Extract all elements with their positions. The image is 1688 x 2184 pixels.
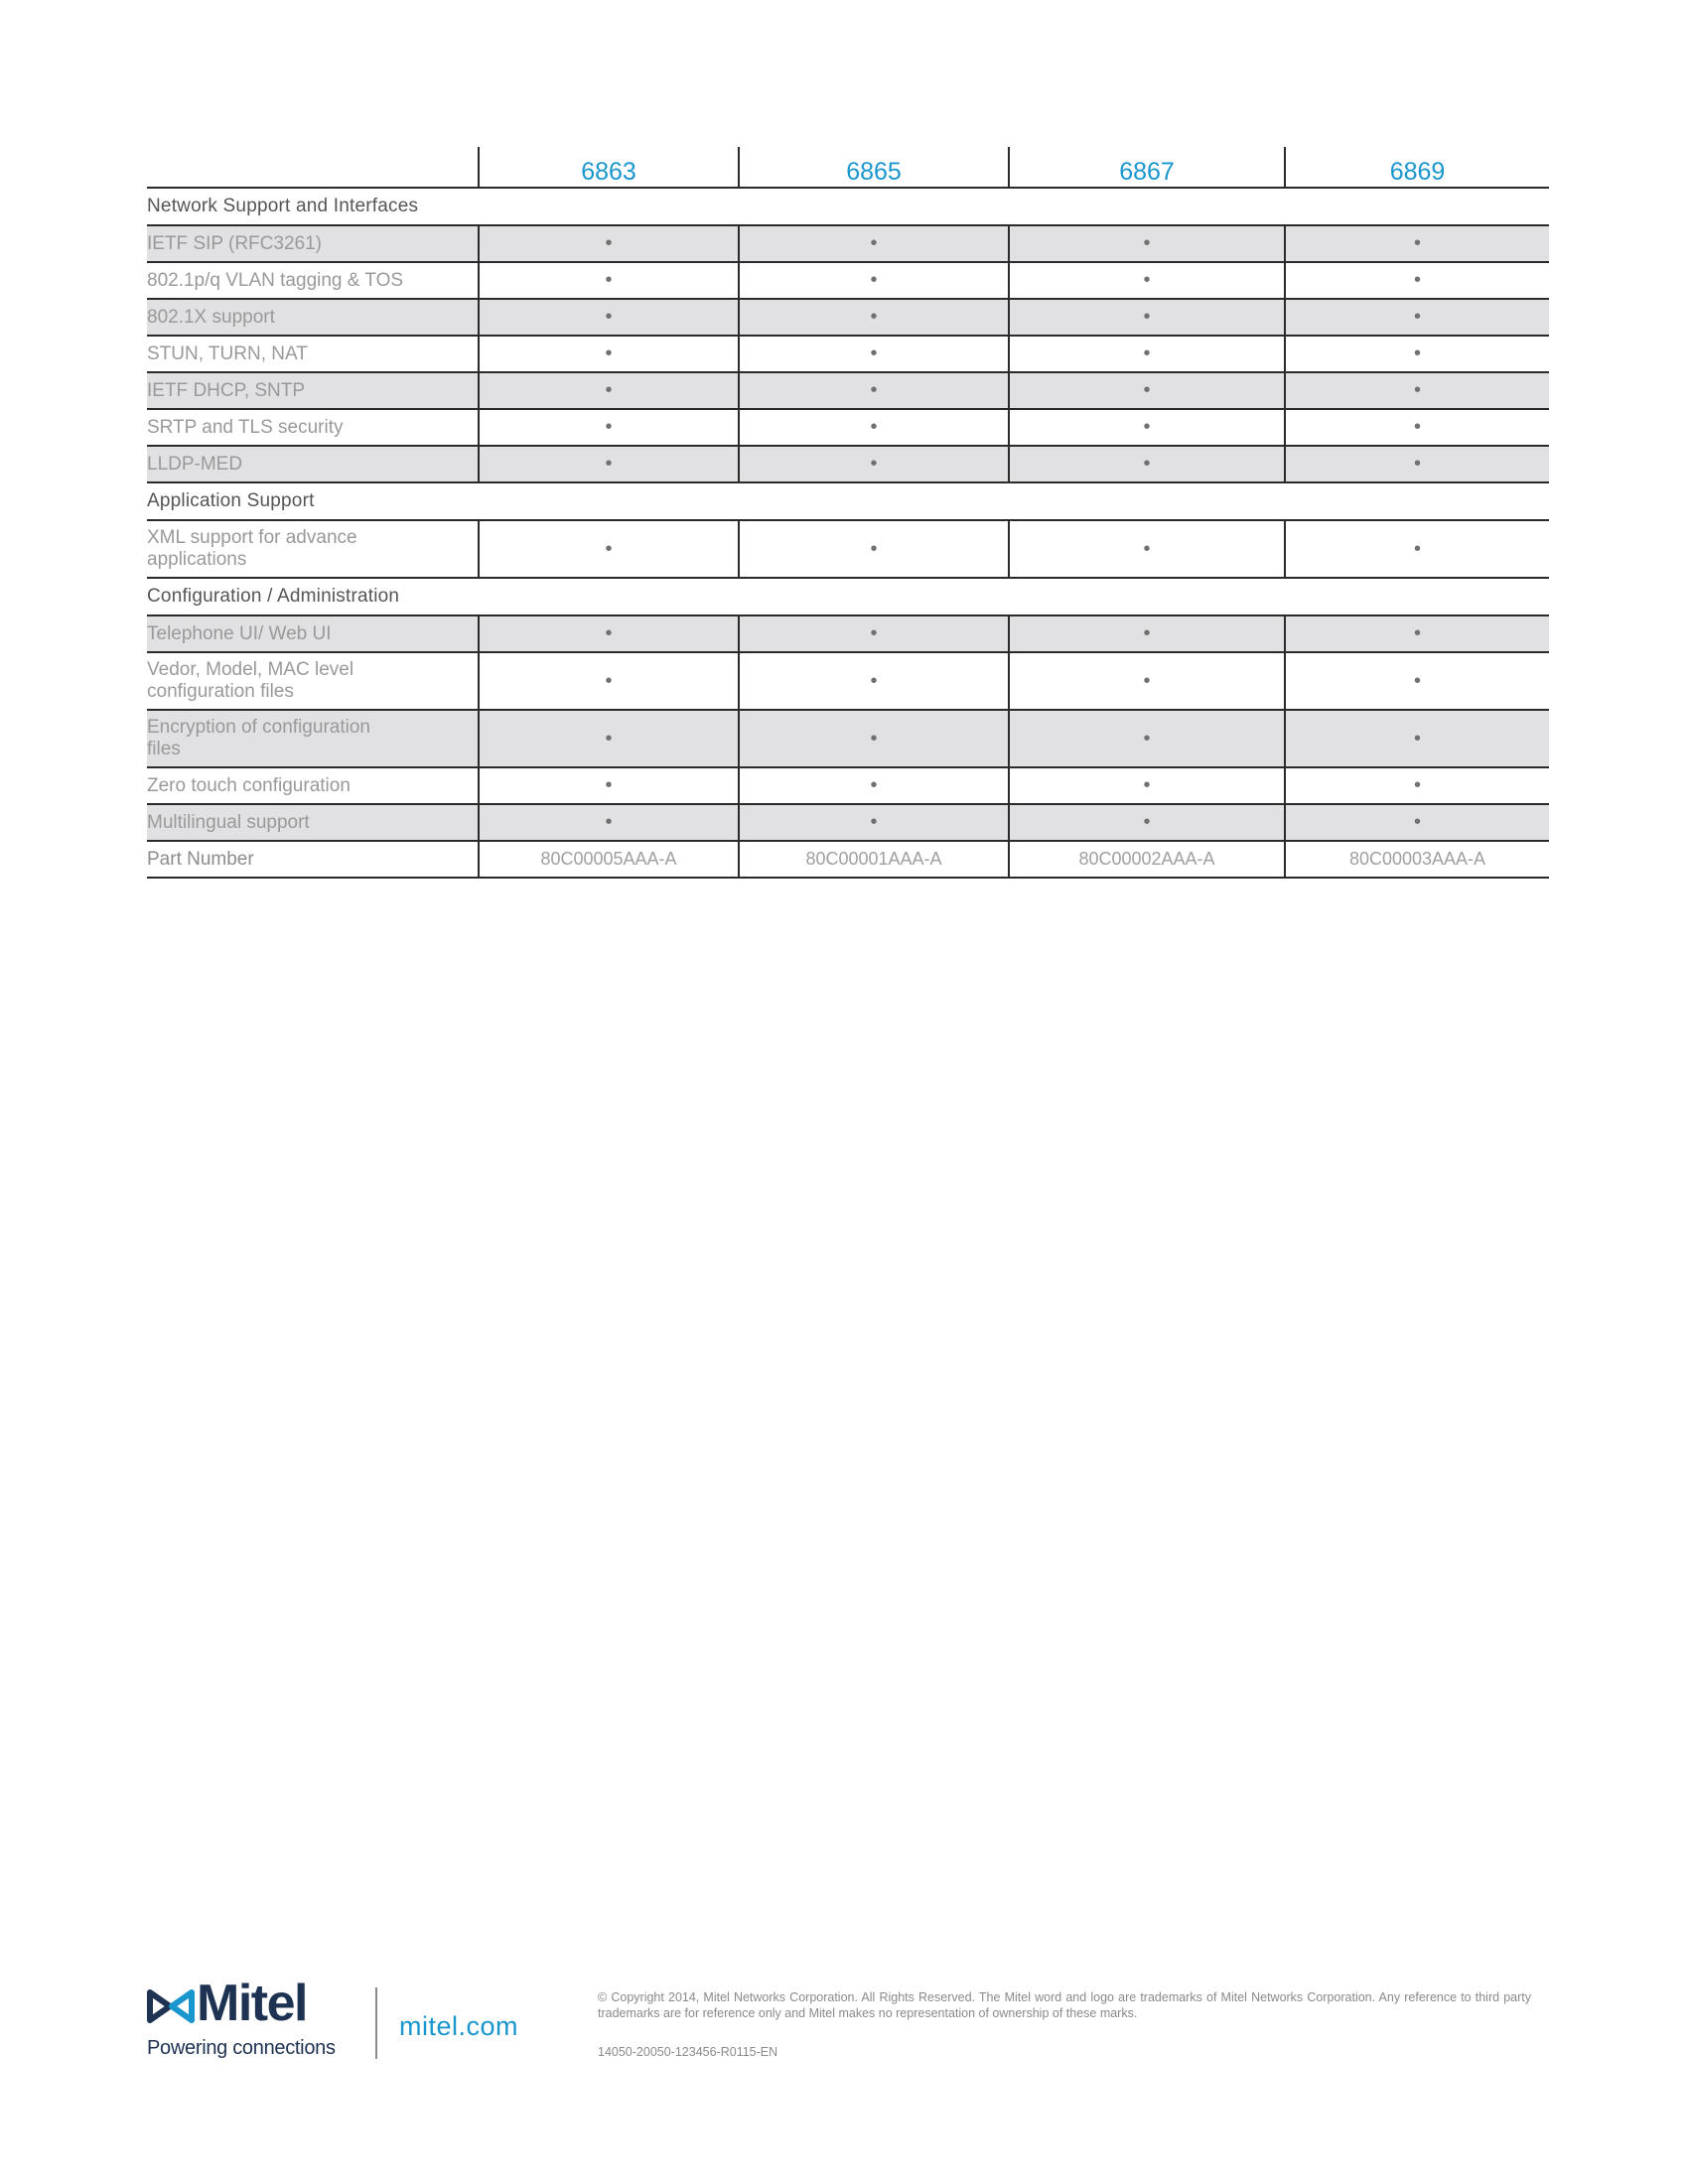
supported-dot: • <box>1413 453 1421 475</box>
support-cell <box>739 615 1009 652</box>
supported-dot: • <box>1143 622 1151 644</box>
part-number-text: 80C00005AAA-A <box>540 849 677 869</box>
part-number-row <box>147 841 1549 878</box>
feature-label: Part Number <box>147 841 479 878</box>
supported-dot: • <box>1413 342 1421 364</box>
support-cell <box>739 262 1009 299</box>
support-cell <box>1285 336 1549 372</box>
supported-dot: • <box>1143 416 1151 438</box>
supported-dot: • <box>1413 306 1421 328</box>
support-cell <box>1009 804 1285 841</box>
supported-dot: • <box>1143 537 1151 560</box>
support-cell <box>739 446 1009 482</box>
supported-dot: • <box>1413 622 1421 644</box>
support-cell <box>479 804 739 841</box>
support-cell <box>1285 710 1549 767</box>
support-cell <box>479 262 739 299</box>
supported-dot: • <box>605 669 613 692</box>
supported-dot: • <box>605 537 613 560</box>
supported-dot: • <box>870 774 878 796</box>
supported-dot: • <box>870 306 878 328</box>
supported-dot: • <box>605 774 613 796</box>
section-title: Application Support <box>147 482 1549 520</box>
support-cell <box>1009 520 1285 578</box>
supported-dot: • <box>870 453 878 475</box>
supported-dot: • <box>1143 379 1151 401</box>
footer-website-link[interactable]: mitel.com <box>399 2011 519 2041</box>
feature-row <box>147 804 1549 841</box>
support-cell <box>1009 652 1285 710</box>
support-cell <box>1009 409 1285 446</box>
support-cell <box>1009 336 1285 372</box>
supported-dot: • <box>605 342 613 364</box>
support-cell <box>1009 615 1285 652</box>
part-number-text: 80C00002AAA-A <box>1078 849 1215 869</box>
feature-label: Encryption of configuration files <box>147 710 479 767</box>
support-cell <box>739 299 1009 336</box>
support-cell <box>1285 262 1549 299</box>
supported-dot: • <box>870 537 878 560</box>
footer-divider <box>375 1987 377 2059</box>
support-cell <box>1285 446 1549 482</box>
part-number-value <box>1009 841 1285 878</box>
feature-row <box>147 652 1549 710</box>
part-number-value <box>739 841 1009 878</box>
support-cell <box>479 299 739 336</box>
feature-label: STUN, TURN, NAT <box>147 336 479 372</box>
supported-dot: • <box>1143 774 1151 796</box>
supported-dot: • <box>870 232 878 254</box>
support-cell <box>1285 767 1549 804</box>
supported-dot: • <box>605 232 613 254</box>
support-cell <box>1285 409 1549 446</box>
model-header-row <box>147 147 1549 188</box>
feature-row <box>147 225 1549 262</box>
feature-row <box>147 262 1549 299</box>
feature-row <box>147 446 1549 482</box>
support-cell <box>739 409 1009 446</box>
supported-dot: • <box>605 379 613 401</box>
support-cell <box>739 767 1009 804</box>
supported-dot: • <box>870 342 878 364</box>
support-cell <box>1285 372 1549 409</box>
supported-dot: • <box>605 453 613 475</box>
feature-label: LLDP-MED <box>147 446 479 482</box>
support-cell <box>739 804 1009 841</box>
model-header: 6863 <box>479 147 739 188</box>
support-cell <box>1009 372 1285 409</box>
support-cell <box>1285 615 1549 652</box>
section-header-row <box>147 578 1549 615</box>
support-cell <box>1009 225 1285 262</box>
support-cell <box>479 336 739 372</box>
header-corner-cell <box>147 147 479 188</box>
feature-label: SRTP and TLS security <box>147 409 479 446</box>
table-body <box>147 188 1549 878</box>
supported-dot: • <box>1143 453 1151 475</box>
feature-row <box>147 409 1549 446</box>
supported-dot: • <box>1143 269 1151 291</box>
supported-dot: • <box>870 669 878 692</box>
support-cell <box>739 710 1009 767</box>
support-cell <box>1285 299 1549 336</box>
model-header: 6865 <box>739 147 1009 188</box>
supported-dot: • <box>605 416 613 438</box>
supported-dot: • <box>605 727 613 750</box>
part-number-value <box>479 841 739 878</box>
support-cell <box>1285 804 1549 841</box>
logo-tagline: Powering connections <box>147 2037 336 2059</box>
supported-dot: • <box>605 269 613 291</box>
supported-dot: • <box>1413 379 1421 401</box>
feature-row <box>147 615 1549 652</box>
supported-dot: • <box>1143 669 1151 692</box>
supported-dot: • <box>605 622 613 644</box>
model-header: 6867 <box>1009 147 1285 188</box>
feature-row <box>147 372 1549 409</box>
part-number-value <box>1285 841 1549 878</box>
support-cell <box>739 336 1009 372</box>
footer-document-number: 14050-20050-123456-R0115-EN <box>598 2045 778 2059</box>
support-cell <box>739 652 1009 710</box>
feature-label: XML support for advance applications <box>147 520 479 578</box>
support-cell <box>1009 767 1285 804</box>
support-cell <box>1009 710 1285 767</box>
part-number-text: 80C00003AAA-A <box>1348 849 1486 869</box>
supported-dot: • <box>1413 537 1421 560</box>
feature-label: IETF SIP (RFC3261) <box>147 225 479 262</box>
supported-dot: • <box>1143 232 1151 254</box>
supported-dot: • <box>1143 342 1151 364</box>
feature-label: Multilingual support <box>147 804 479 841</box>
support-cell <box>1285 520 1549 578</box>
support-cell <box>479 710 739 767</box>
supported-dot: • <box>1413 774 1421 796</box>
section-title: Configuration / Administration <box>147 578 1549 615</box>
supported-dot: • <box>605 306 613 328</box>
support-cell <box>1009 446 1285 482</box>
supported-dot: • <box>605 811 613 833</box>
feature-row <box>147 520 1549 578</box>
support-cell <box>1285 225 1549 262</box>
supported-dot: • <box>1143 306 1151 328</box>
support-cell <box>479 652 739 710</box>
logo-wordmark: Mitel <box>197 1975 307 2032</box>
supported-dot: • <box>1413 811 1421 833</box>
section-header-row <box>147 482 1549 520</box>
support-cell <box>1285 652 1549 710</box>
footer-copyright: © Copyright 2014, Mitel Networks Corporation. All Rights Reserved. The Mitel word and logo are trademarks of Mitel Networks Corporation. Any reference to third party trademarks are for reference only and Mitel makes no representation of ownership of these marks. <box>598 1990 1531 2020</box>
supported-dot: • <box>1413 416 1421 438</box>
spec-comparison-table <box>147 147 1549 879</box>
feature-label: Vedor, Model, MAC level configuration files <box>147 652 479 710</box>
feature-row <box>147 710 1549 767</box>
supported-dot: • <box>870 727 878 750</box>
section-header-row <box>147 188 1549 225</box>
supported-dot: • <box>1413 269 1421 291</box>
feature-row <box>147 767 1549 804</box>
support-cell <box>739 520 1009 578</box>
supported-dot: • <box>1413 669 1421 692</box>
support-cell <box>1009 262 1285 299</box>
feature-row <box>147 299 1549 336</box>
supported-dot: • <box>870 416 878 438</box>
supported-dot: • <box>1413 232 1421 254</box>
mitel-logo <box>147 1975 346 2065</box>
support-cell <box>479 409 739 446</box>
feature-label: Zero touch configuration <box>147 767 479 804</box>
supported-dot: • <box>1143 811 1151 833</box>
feature-label: Telephone UI/ Web UI <box>147 615 479 652</box>
supported-dot: • <box>1413 727 1421 750</box>
feature-label: 802.1X support <box>147 299 479 336</box>
part-number-text: 80C00001AAA-A <box>805 849 942 869</box>
supported-dot: • <box>1143 727 1151 750</box>
feature-label: IETF DHCP, SNTP <box>147 372 479 409</box>
support-cell <box>479 225 739 262</box>
mitel-logo-icon <box>147 1987 195 2025</box>
support-cell <box>479 446 739 482</box>
supported-dot: • <box>870 269 878 291</box>
support-cell <box>1009 299 1285 336</box>
support-cell <box>739 225 1009 262</box>
support-cell <box>479 520 739 578</box>
model-header: 6869 <box>1285 147 1549 188</box>
support-cell <box>739 372 1009 409</box>
feature-label: 802.1p/q VLAN tagging & TOS <box>147 262 479 299</box>
supported-dot: • <box>870 811 878 833</box>
section-title: Network Support and Interfaces <box>147 188 1549 225</box>
support-cell <box>479 767 739 804</box>
supported-dot: • <box>870 622 878 644</box>
support-cell <box>479 372 739 409</box>
supported-dot: • <box>870 379 878 401</box>
support-cell <box>479 615 739 652</box>
feature-row <box>147 336 1549 372</box>
